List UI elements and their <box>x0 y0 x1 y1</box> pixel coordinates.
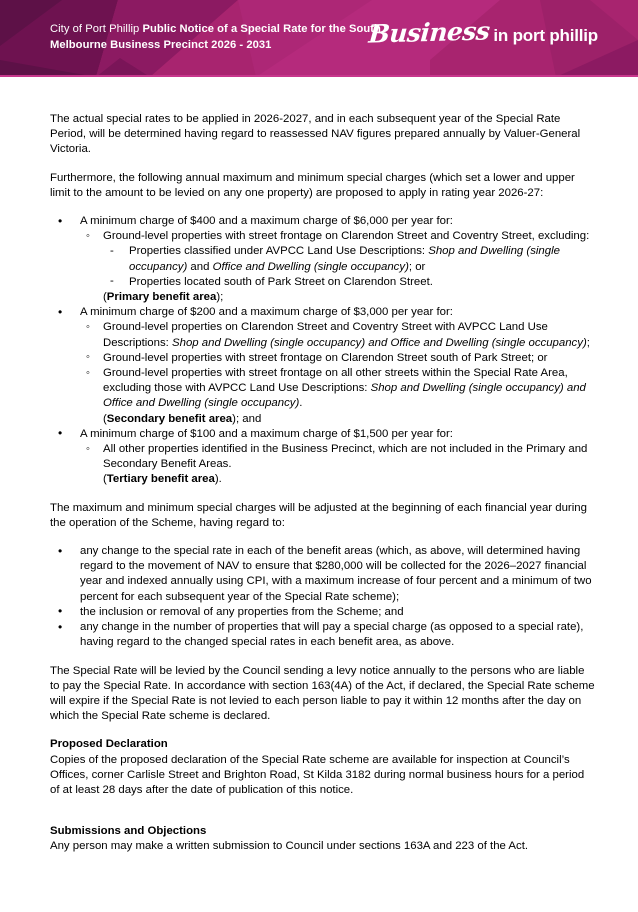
list-item <box>80 351 596 366</box>
list-item <box>50 305 596 427</box>
notice-title: Public Notice of a Special Rate for the South Melbourne Business Precinct 2026 - 2031 <box>50 23 381 51</box>
list-item <box>50 605 596 620</box>
adjustments-list <box>50 544 596 650</box>
business-in-port-phillip-logo <box>367 16 598 50</box>
dash-middle: and <box>187 260 213 273</box>
benefit-open: ( <box>103 291 107 304</box>
banner-underline <box>0 75 638 77</box>
list-item <box>50 214 596 305</box>
council-name: City of Port Phillip <box>50 23 140 35</box>
document-body <box>0 77 638 855</box>
heading-submissions-objections: Submissions and Objections <box>50 825 207 838</box>
benefit-area-tag <box>103 472 596 487</box>
list-item <box>103 275 596 290</box>
dash-italic-2: Office and Dwelling (single occupancy) <box>212 260 409 273</box>
paragraph-proposed-declaration: Copies of the proposed declaration of the Special Rate scheme are available for inspection at Council’s Offices, corner Carlisle Street and Brighton Road, St Kilda 3182 during normal business hours for a period of at least 28 days after the date of publication of this notice. <box>50 753 585 796</box>
list-item <box>80 320 596 350</box>
charge-lead: A minimum charge of $100 and a maximum charge of $1,500 per year for: <box>80 427 453 440</box>
sub-item-prefix: Ground-level properties on Clarendon Street and Coventry Street with AVPCC Land Use Descriptions: <box>103 321 548 349</box>
benefit-open: ( <box>103 412 107 425</box>
adjustment-text: any change to the special rate in each of the benefit areas (which, as above, will determined having regard to the movement of NAV to ensure that $280,000 will be collected for the 2026–2027 financial year and indexed annually using CPI, with a maximum increase of four percent and a minimum of two percent for each subsequent year of the Special Rate scheme); <box>80 545 592 603</box>
paragraph-rates-determination: The actual special rates to be applied in 2026-2027, and in each subsequent year of the Special Rate Period, will be determined having regard to reassessed NAV figures prepared annually by Valuer-General Victoria. <box>50 113 581 156</box>
charges-list <box>50 214 596 488</box>
benefit-area-label: Secondary benefit area <box>106 412 233 425</box>
dash-prefix: Properties classified under AVPCC Land Use Descriptions: <box>129 245 429 258</box>
benefit-area-tag <box>103 412 596 427</box>
list-item <box>50 427 596 488</box>
logo-script-word: Business <box>367 16 491 49</box>
benefit-open: ( <box>103 473 107 486</box>
charge-sub-list <box>80 320 596 426</box>
benefit-close: ); and <box>232 412 262 425</box>
sub-item-prefix: Ground-level properties with street frontage on Clarendon Street south of Park Street; or <box>103 351 548 364</box>
charge-lead: A minimum charge of $400 and a maximum charge of $6,000 per year for: <box>80 215 453 228</box>
sub-item-prefix: All other properties identified in the Business Precinct, which are not included in the Primary and Secondary Benefit Areas. <box>103 443 588 471</box>
list-item <box>80 229 596 305</box>
list-item <box>80 442 596 488</box>
header-banner <box>0 0 638 77</box>
benefit-area-label: Tertiary benefit area <box>106 473 215 486</box>
charge-sub-list <box>80 229 596 305</box>
sub-item-suffix: ; <box>586 336 590 349</box>
paragraph-submissions-objections: Any person may make a written submission to Council under sections 163A and 223 of the Act. <box>50 840 529 853</box>
benefit-close: ); <box>216 291 224 304</box>
charge-sub-list <box>80 442 596 488</box>
charge-exclusion-list <box>103 244 596 290</box>
charge-lead: A minimum charge of $200 and a maximum charge of $3,000 per year for: <box>80 306 453 319</box>
heading-proposed-declaration: Proposed Declaration <box>50 738 168 751</box>
benefit-area-tag <box>103 290 596 305</box>
logo-rest-words: in port phillip <box>493 26 598 45</box>
dash-suffix: ; or <box>408 260 426 273</box>
benefit-close: ). <box>214 473 222 486</box>
paragraph-levy-notice: The Special Rate will be levied by the Council sending a levy notice annually to the persons who are liable to pay the Special Rate. In accordance with section 163(4A) of the Act, if declared, the Special Rate scheme will expire if the Special Rate is not levied to each person liable to pay it within 12 months after the day on which the Special Rate scheme is declared. <box>50 664 595 723</box>
list-item <box>50 544 596 605</box>
sub-item-suffix: . <box>299 397 303 410</box>
sub-item-text: Ground-level properties with street frontage on Clarendon Street and Coventry Street, excluding: <box>103 230 590 243</box>
adjustment-text: any change in the number of properties that will pay a special charge (as opposed to a special rate), having regard to the changed special rates in each benefit area, as above. <box>80 621 584 649</box>
list-item <box>80 366 596 427</box>
paragraph-annual-charges-intro: Furthermore, the following annual maximum and minimum special charges (which set a lower and upper limit to the amount to be levied on any one property) are proposed to apply in rating year 2026-27: <box>50 171 575 199</box>
page-title <box>50 22 400 53</box>
dash-prefix: Properties located south of Park Street on Clarendon Street. <box>129 275 433 288</box>
list-item <box>103 244 596 274</box>
sub-item-italic: Shop and Dwelling (single occupancy) and Office and Dwelling (single occupancy) <box>103 382 586 410</box>
sub-item-italic: Shop and Dwelling (single occupancy) and Office and Dwelling (single occupancy) <box>172 336 587 349</box>
adjustment-text: the inclusion or removal of any properties from the Scheme; and <box>80 605 404 618</box>
sub-item-prefix: Ground-level properties with street frontage on all other streets within the Special Rate Area, excluding those with AVPCC Land Use Descriptions: <box>103 367 568 395</box>
benefit-area-label: Primary benefit area <box>106 291 217 304</box>
paragraph-adjustment-intro: The maximum and minimum special charges will be adjusted at the beginning of each financial year during the operation of the Scheme, having regard to: <box>50 501 587 529</box>
dash-italic-1: Shop and Dwelling (single occupancy) <box>129 245 560 273</box>
list-item <box>50 620 596 650</box>
